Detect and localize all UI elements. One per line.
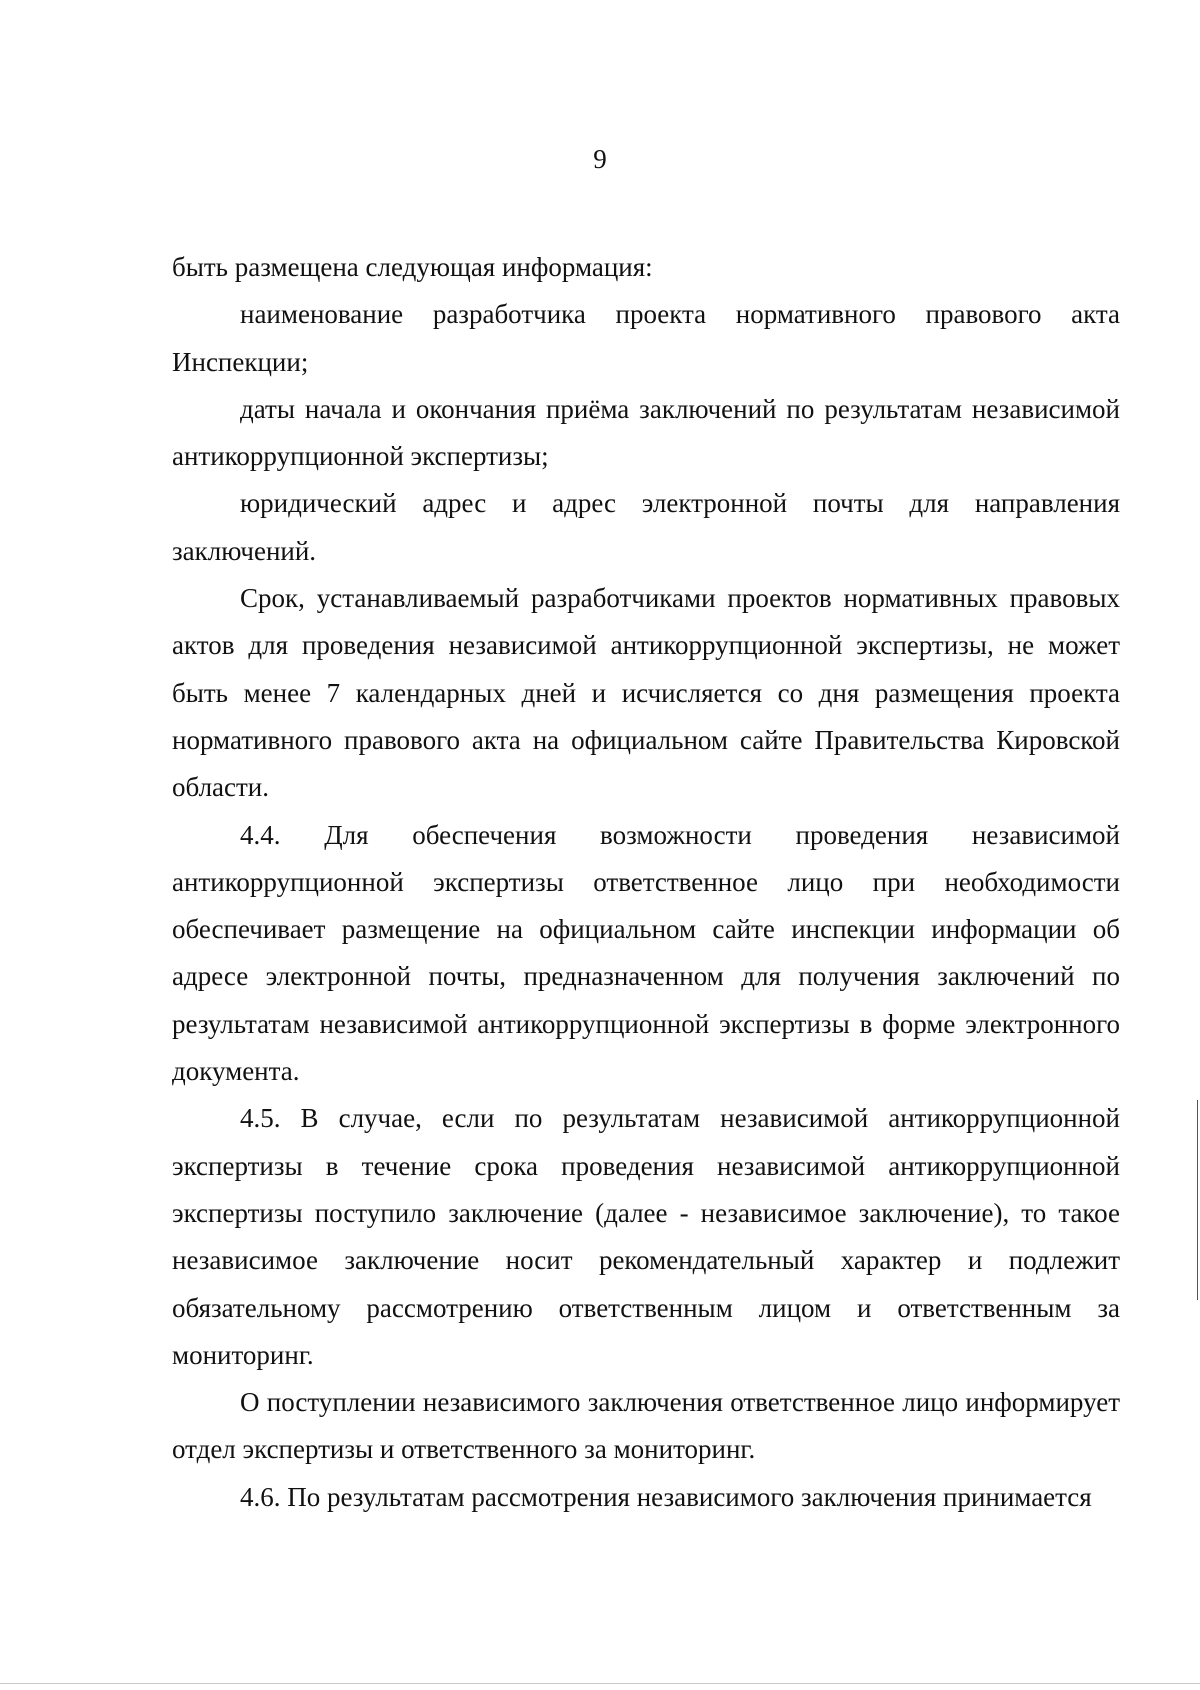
document-body <box>172 244 1120 1521</box>
paragraph-notification: О поступлении независимого заключения ответственное лицо информирует отдел экспертизы и ответственного за мониторинг. <box>172 1387 1120 1465</box>
paragraph-addresses: юридический адрес и адрес электронной почты для направления заключений. <box>172 488 1120 566</box>
paragraph-continuation: быть размещена следующая информация: <box>172 252 653 282</box>
scan-bottom-edge <box>0 1683 1200 1684</box>
page-number: 9 <box>593 144 607 174</box>
paragraph-4-6: 4.6. По результатам рассмотрения независимого заключения принимается <box>240 1481 1092 1512</box>
paragraph-dates: даты начала и окончания приёма заключений по результатам независимой антикоррупционной экспертизы; <box>172 393 1120 472</box>
paragraph-developer-name: наименование разработчика проекта нормативного правового акта Инспекции; <box>172 299 1120 377</box>
paragraph-4-4: 4.4. Для обеспечения возможности проведения независимой антикоррупционной экспертизы ответственное лицо при необходимости обеспечивает размещение на официальном сайте инспекции информации об адресе электронной почты, предназначенном для получения заключений по результатам независимой антикоррупционной экспертизы в форме электронного документа. <box>172 819 1120 1087</box>
paragraph-term: Срок, устанавливаемый разработчиками проектов нормативных правовых актов для проведения независимой антикоррупционной экспертизы, не может быть менее 7 календарных дней и исчисляется со дня размещения проекта нормативного правового акта на официальном сайте Правительства Кировской области. <box>172 583 1120 803</box>
scan-edge-line <box>1197 1100 1198 1300</box>
paragraph-4-5: 4.5. В случае, если по результатам независимой антикоррупционной экспертизы в течение срока проведения независимой антикоррупционной экспертизы поступило заключение (далее - независимое заключение), то такое независимое заключение носит рекомендательный характер и подлежит обязательному рассмотрению ответственным лицом и ответственным за мониторинг. <box>172 1103 1120 1370</box>
